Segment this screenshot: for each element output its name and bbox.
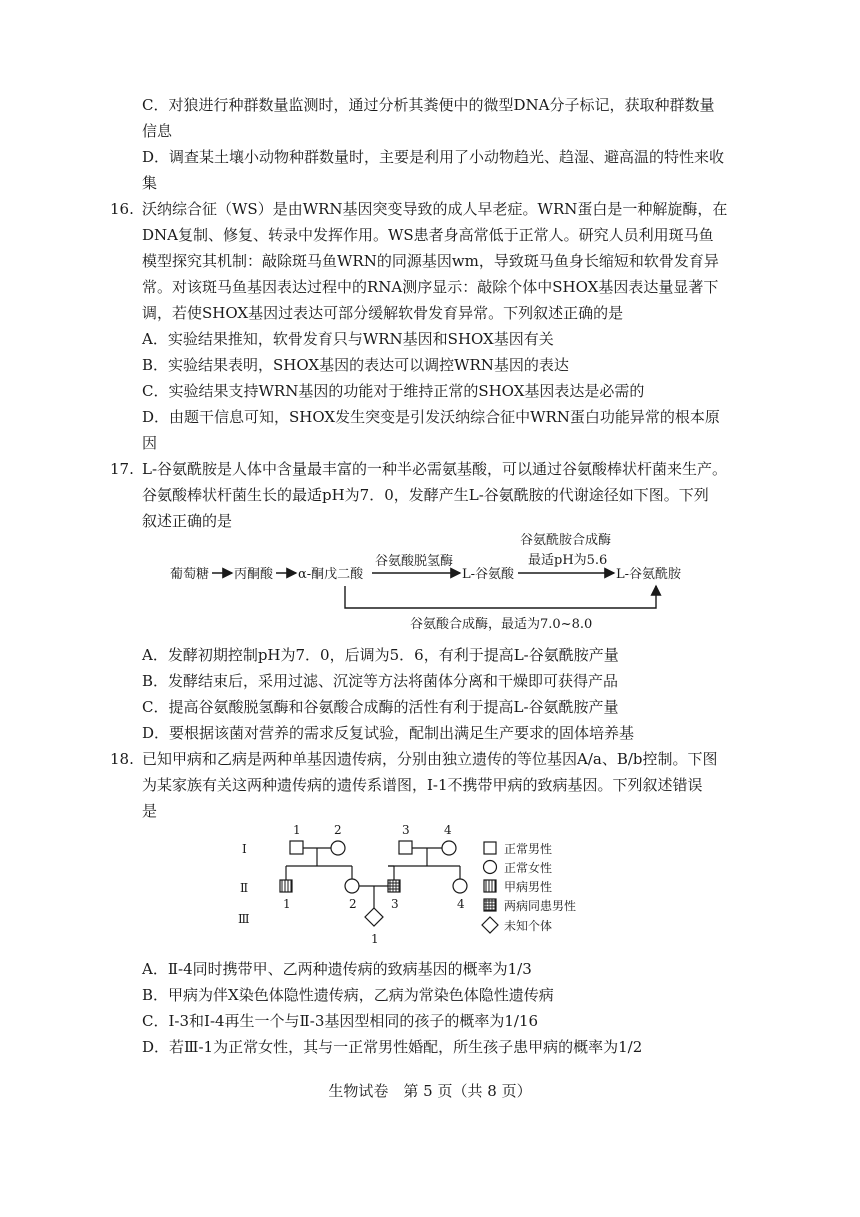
legend-both-diseases-male-symbol [484, 899, 496, 911]
q18-option-a: A．Ⅱ-4同时携带甲、乙两种遗传病的致病基因的概率为1/3 [142, 960, 532, 978]
q16-option-d: D．由题干信息可知，SHOX发生突变是引发沃纳综合征中WRN蛋白功能异常的根本原 [142, 408, 720, 426]
glutamate-label: L-谷氨酸 [462, 567, 515, 582]
pyruvate-label: 丙酮酸 [234, 567, 274, 582]
legend-disease-a-male-label: 甲病男性 [504, 880, 553, 894]
akg-label: α-酮戊二酸 [298, 567, 364, 582]
bottom-enzyme-label: 谷氨酸合成酶，最适为7.0~8.0 [410, 617, 593, 632]
q17-option-b: B．发酵结束后，采用过滤、沉淀等方法将菌体分离和干燥即可获得产品 [142, 672, 619, 690]
q16-option-d-line2: 因 [142, 434, 158, 452]
q18-stem-line: 为某家族有关这两种遗传病的遗传系谱图，Ⅰ-1不携带甲病的致病基因。下列叙述错误 [142, 776, 703, 794]
q17-stem-line: 谷氨酸棒状杆菌生长的最适pH为7．0，发酵产生L-谷氨酰胺的代谢途径如下图。下列 [142, 486, 709, 504]
q16-option-b: B．实验结果表明，SHOX基因的表达可以调控WRN基因的表达 [142, 356, 569, 374]
i2-normal-female-symbol [331, 841, 345, 855]
q17-stem-line: L-谷氨酰胺是人体中含量最丰富的一种半必需氨基酸，可以通过谷氨酸棒状杆菌来生产。 [142, 460, 728, 478]
q17-option-d: D．要根据该菌对营养的需求反复试验，配制出满足生产要求的固体培养基 [142, 724, 635, 742]
legend-normal-female-label: 正常女性 [504, 861, 553, 875]
generation-iii-label: Ⅲ [238, 912, 250, 926]
q16-number: 16. [110, 200, 134, 218]
q17-option-a: A．发酵初期控制pH为7．0，后调为5．6，有利于提高L-谷氨酰胺产量 [142, 646, 619, 664]
generation-i-label: Ⅰ [242, 842, 247, 856]
ii3-both-diseases-male-symbol [388, 880, 400, 892]
q16-stem-line: 调，若使SHOX基因过表达可部分缓解软骨发育异常。下列叙述正确的是 [142, 304, 624, 322]
iii1-unknown-individual-symbol [365, 908, 383, 926]
q16-option-a: A．实验结果推知，软骨发育只与WRN基因和SHOX基因有关 [142, 330, 554, 348]
ii4-normal-female-symbol [453, 879, 467, 893]
page-footer: 生物试卷 第 5 页（共 8 页） [328, 1082, 532, 1100]
bracket-line [345, 586, 656, 608]
i4-number: 4 [444, 823, 452, 837]
q15-option-c-line2: 信息 [142, 122, 173, 140]
enzyme1-label: 谷氨酸脱氢酶 [375, 554, 454, 569]
iii1-number: 1 [371, 932, 379, 946]
q15-option-d-line1: D．调查某土壤小动物种群数量时，主要是利用了小动物趋光、趋湿、避高温的特性来收 [142, 148, 725, 166]
glucose-label: 葡萄糖 [170, 567, 210, 582]
generation-ii-label: Ⅱ [240, 881, 249, 895]
legend-unknown-individual-symbol [482, 917, 498, 933]
ii1-number: 1 [283, 897, 291, 911]
legend-disease-a-male-symbol [484, 880, 496, 892]
ii3-number: 3 [391, 897, 399, 911]
q15-option-c-line1: C．对狼进行种群数量监测时，通过分析其粪便中的微型DNA分子标记，获取种群数量 [142, 96, 715, 114]
i1-normal-male-symbol [290, 841, 303, 854]
legend-unknown-individual-label: 未知个体 [504, 919, 553, 933]
q17-stem-line: 叙述正确的是 [142, 512, 233, 530]
q17-option-c: C．提高谷氨酸脱氢酶和谷氨酸合成酶的活性有利于提高L-谷氨酰胺产量 [142, 698, 619, 716]
q16-stem-line: 常。对该斑马鱼基因表达过程中的RNA测序显示：敲除个体中SHOX基因表达量显著下 [142, 278, 719, 296]
q18-option-c: C．Ⅰ-3和Ⅰ-4再生一个与Ⅱ-3基因型相同的孩子的概率为1/16 [142, 1012, 539, 1030]
q16-stem-line: 模型探究其机制：敲除斑马鱼WRN的同源基因wm，导致斑马鱼身长缩短和软骨发育异 [142, 252, 719, 270]
ii2-number: 2 [349, 897, 357, 911]
metabolic-pathway-diagram [170, 530, 690, 634]
i4-normal-female-symbol [442, 841, 456, 855]
ii2-normal-female-symbol [345, 879, 359, 893]
ii4-number: 4 [457, 897, 465, 911]
glutamine-label: L-谷氨酰胺 [616, 567, 682, 582]
enzyme2-label: 谷氨酰胺合成酶 [520, 533, 612, 548]
ii1-disease-a-male-symbol [280, 880, 292, 892]
legend-normal-male-symbol [484, 842, 496, 854]
q18-stem-line: 是 [142, 802, 158, 820]
q18-option-b: B．甲病为伴X染色体隐性遗传病，乙病为常染色体隐性遗传病 [142, 986, 554, 1004]
q18-number: 18. [110, 750, 134, 768]
i1-number: 1 [293, 823, 301, 837]
enzyme2-ph-label: 最适pH为5.6 [528, 553, 608, 568]
i2-number: 2 [334, 823, 342, 837]
q17-number: 17. [110, 460, 134, 478]
legend-normal-male-label: 正常男性 [504, 842, 553, 856]
q15-option-d-line2: 集 [142, 174, 158, 192]
q16-stem-line: DNA复制、修复、转录中发挥作用。WS患者身高常低于正常人。研究人员利用斑马鱼 [142, 226, 714, 244]
i3-number: 3 [402, 823, 410, 837]
q18-stem-line: 已知甲病和乙病是两种单基因遗传病，分别由独立遗传的等位基因A/a、B/b控制。下图 [142, 750, 718, 768]
q16-option-c: C．实验结果支持WRN基因的功能对于维持正常的SHOX基因表达是必需的 [142, 382, 645, 400]
i3-normal-male-symbol [399, 841, 412, 854]
legend-normal-female-symbol [484, 861, 497, 874]
pedigree-diagram [230, 822, 600, 950]
legend-both-diseases-male-label: 两病同患男性 [504, 899, 577, 913]
q18-option-d: D．若Ⅲ-1为正常女性，其与一正常男性婚配，所生孩子患甲病的概率为1/2 [142, 1038, 643, 1056]
q16-stem-line: 沃纳综合征（WS）是由WRN基因突变导致的成人早老症。WRN蛋白是一种解旋酶，在 [142, 200, 728, 218]
